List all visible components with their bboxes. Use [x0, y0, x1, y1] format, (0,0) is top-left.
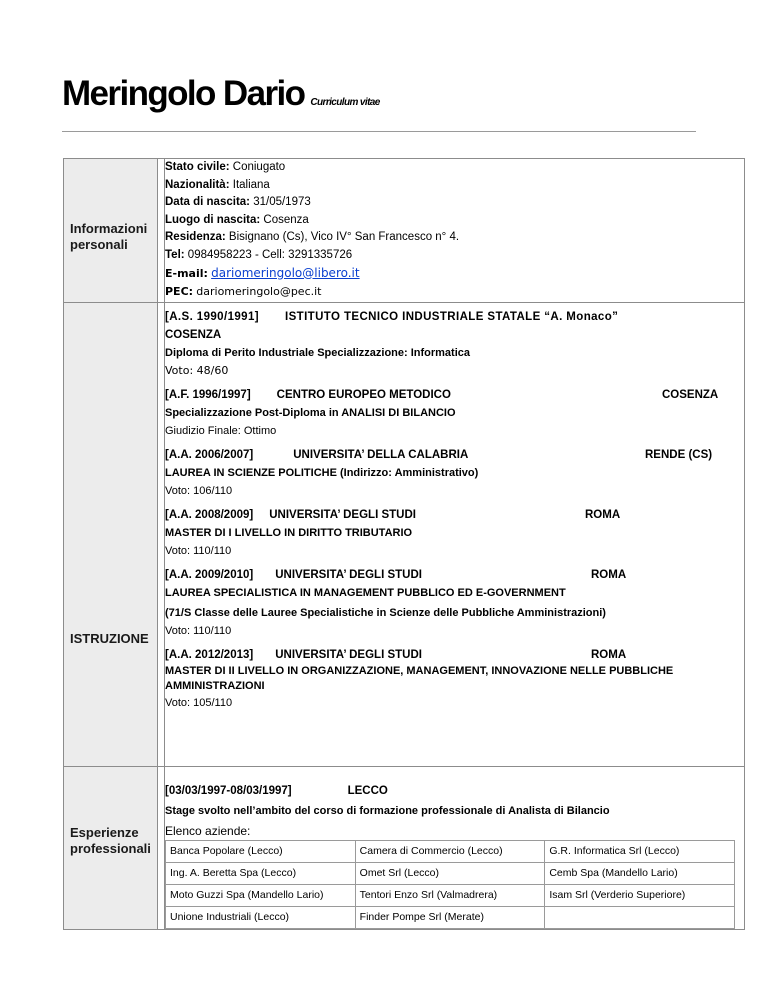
field-birthplace: Luogo di nascita: Cosenza: [165, 213, 309, 226]
experience-period: [03/03/1997-08/03/1997]: [165, 784, 292, 797]
education-entry: [A.A. 2008/2009] UNIVERSITA’ DEGLI STUDI ROMA MASTER DI I LIVELLO IN DIRITTO TRIBUTARIO Voto: 110/110: [165, 508, 621, 557]
header-divider: [62, 131, 696, 132]
person-name: Meringolo Dario: [62, 74, 305, 113]
pec-value: dariomeringolo@pec.it: [196, 285, 322, 299]
cv-header: [62, 74, 380, 114]
companies-table: [165, 840, 735, 929]
table-row: Ing. A. Beretta Spa (Lecco) Omet Srl (Lecco) Cemb Spa (Mandello Lario): [166, 862, 735, 884]
education-entry: [A.S. 1990/1991] ISTITUTO TECNICO INDUSTRIALE STATALE “A. Monaco” COSENZA Diploma di Perito Industriale Specializzazione: Informatica Voto: 48/60: [165, 310, 619, 377]
field-marital: Stato civile: Coniugato: [165, 161, 286, 173]
education-entry: [A.A. 2012/2013] UNIVERSITA’ DEGLI STUDI ROMA MASTER DI II LIVELLO IN ORGANIZZAZIONE, MANAGEMENT, INNOVAZIONE NELLE PUBBLICHE AMMINISTRAZIONI Voto: 105/110: [165, 648, 674, 709]
table-row: Banca Popolare (Lecco) Camera di Commercio (Lecco) G.R. Informatica Srl (Lecco): [166, 840, 735, 862]
education-label: ISTRUZIONE: [70, 630, 149, 646]
field-birthdate: Data di nascita: 31/05/1973: [165, 196, 311, 209]
table-row: Unione Industriali (Lecco) Finder Pompe Srl (Merate): [166, 906, 735, 928]
field-email: E-mail: dariomeringolo@libero.it: [165, 265, 360, 280]
experience-side: [64, 766, 158, 929]
field-phone: Tel: 0984958223 - Cell: 3291335726: [165, 248, 353, 261]
experience-city: LECCO: [347, 784, 388, 797]
cv-subtitle: Curriculum vitae: [310, 97, 380, 108]
field-nationality: Nazionalità: Italiana: [165, 178, 270, 191]
personal-info-side: [64, 159, 158, 303]
education-side: [64, 302, 158, 766]
cv-table: [63, 158, 745, 930]
personal-info-label: Informazioni personali: [70, 221, 148, 252]
experience-label: Esperienze professionali: [70, 824, 151, 856]
experience-body: [165, 766, 745, 929]
education-entry: [A.F. 1996/1997] CENTRO EUROPEO METODICO COSENZA Specializzazione Post-Diploma in ANALISI DI BILANCIO Giudizio Finale: Ottimo: [165, 388, 719, 437]
education-entry: [A.A. 2009/2010] UNIVERSITA’ DEGLI STUDI ROMA LAUREA SPECIALISTICA IN MANAGEMENT PUBBLICO ED E-GOVERNMENT (71/S Classe delle Lauree Specialistiche in Scienze delle Pubbliche Amministrazioni) Voto: 110/110: [165, 568, 627, 637]
experience-title: Stage svolto nell’ambito del corso di formazione professionale di Analista di Bilancio: [165, 804, 610, 817]
personal-info-body: [165, 159, 745, 303]
field-residence: Residenza: Bisignano (Cs), Vico IV° San Francesco n° 4.: [165, 231, 460, 244]
table-row: Moto Guzzi Spa (Mandello Lario) Tentori Enzo Srl (Valmadrera) Isam Srl (Verderio Superiore): [166, 884, 735, 906]
field-pec: PEC: dariomeringolo@pec.it: [165, 285, 322, 299]
education-body: [165, 302, 745, 766]
email-link[interactable]: dariomeringolo@libero.it: [211, 265, 360, 280]
education-entry: [A.A. 2006/2007] UNIVERSITA’ DELLA CALABRIA RENDE (CS) LAUREA IN SCIENZE POLITICHE (Indirizzo: Amministrativo) Voto: 106/110: [165, 448, 713, 497]
companies-label: Elenco aziende:: [165, 823, 251, 838]
